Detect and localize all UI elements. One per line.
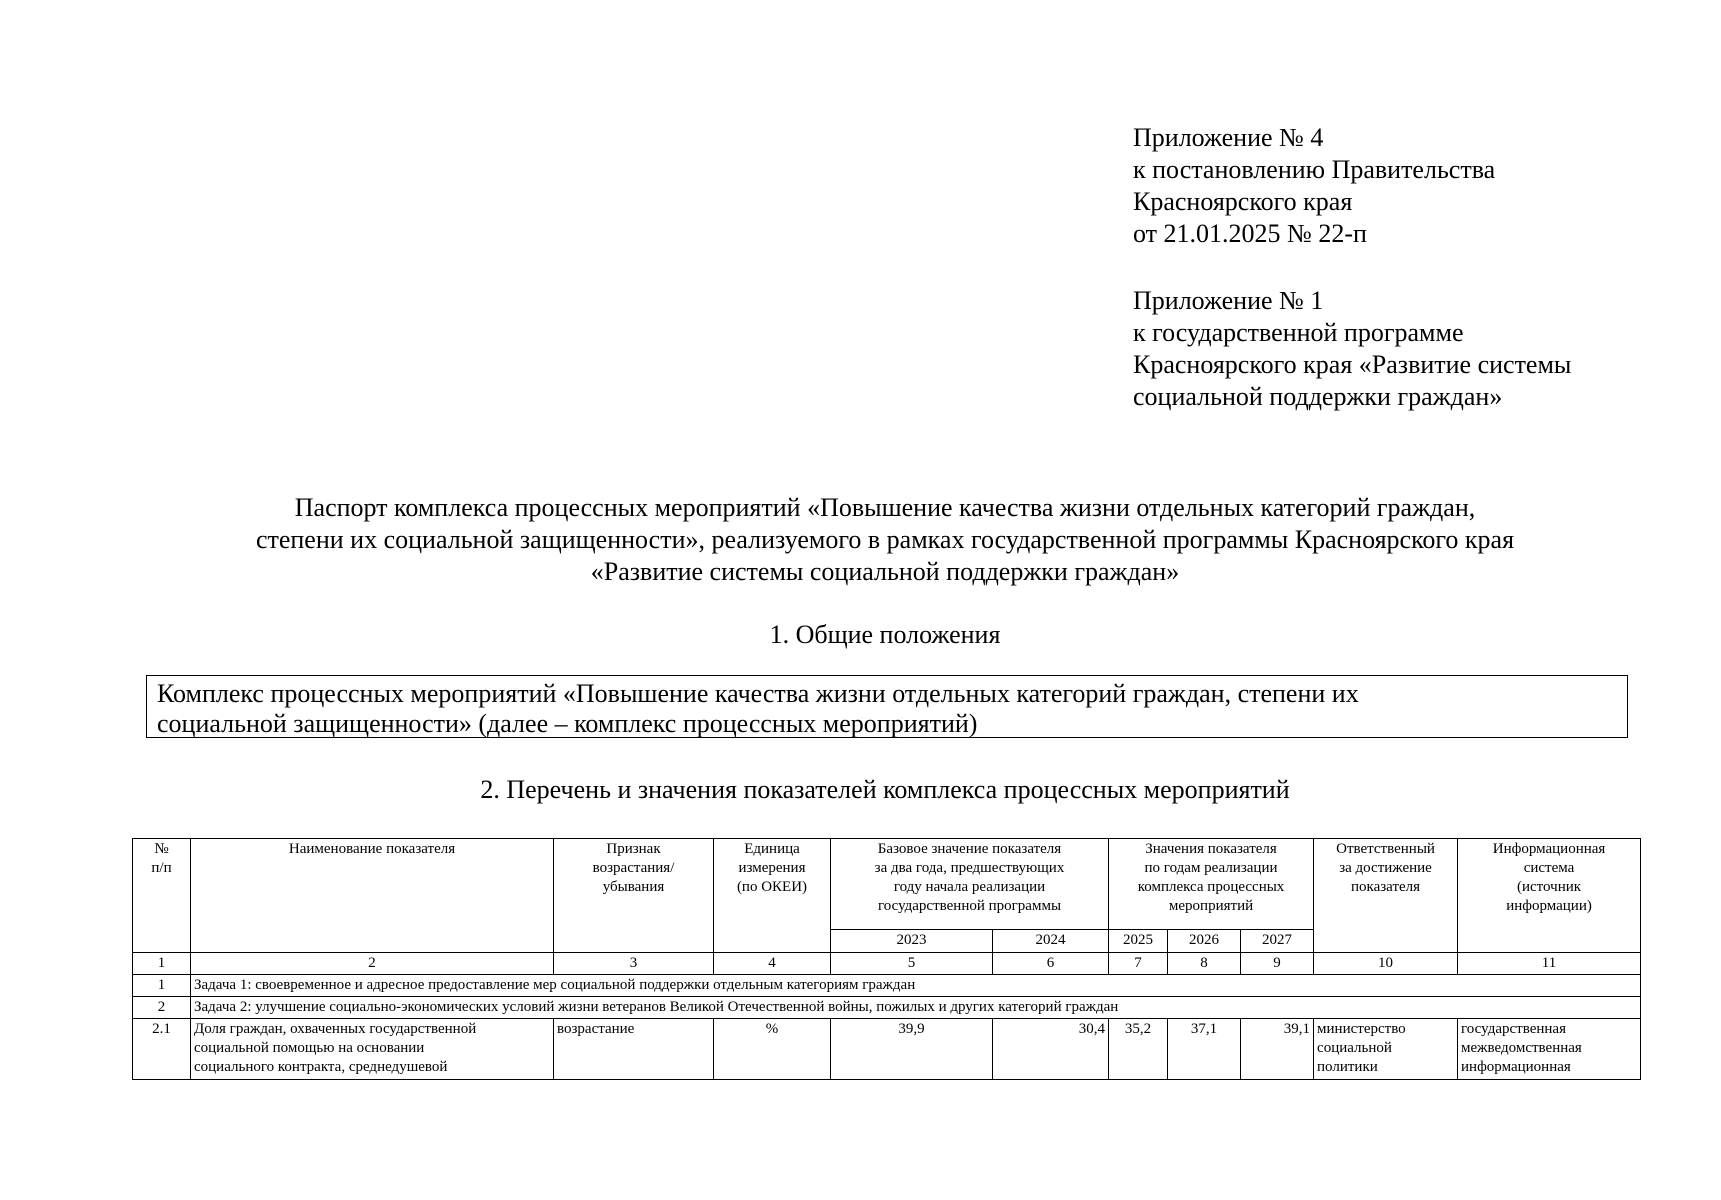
info-system: государственная межведомственная информационная xyxy=(1458,1019,1641,1080)
column-number: 11 xyxy=(1458,953,1641,975)
task-number: 2 xyxy=(133,997,191,1019)
indicator-name: Доля граждан, охваченных государственной социальной помощью на основании социального контракта, среднедушевой xyxy=(191,1019,554,1080)
column-number: 7 xyxy=(1109,953,1168,975)
appendix-line: Приложение № 4 xyxy=(1133,123,1324,152)
responsible-body: министерство социальной политики xyxy=(1314,1019,1458,1080)
year-2025: 2025 xyxy=(1109,930,1168,953)
appendix-line: Красноярского края xyxy=(1133,187,1353,216)
task-text: Задача 2: улучшение социально-экономических условий жизни ветеранов Великой Отечественной войны, пожилых и других категорий граждан xyxy=(191,997,1641,1019)
task-row xyxy=(133,997,1641,1019)
column-number: 4 xyxy=(714,953,831,975)
column-number: 9 xyxy=(1241,953,1314,975)
year-2023: 2023 xyxy=(831,930,993,953)
appendix-line: к постановлению Правительства xyxy=(1133,155,1496,184)
value-2026: 37,1 xyxy=(1168,1019,1241,1080)
row-number: 2.1 xyxy=(133,1019,191,1080)
year-2027: 2027 xyxy=(1241,930,1314,953)
value-2025: 35,2 xyxy=(1109,1019,1168,1080)
column-number: 8 xyxy=(1168,953,1241,975)
header-base-value: Базовое значение показателя за два года, предшествующих году начала реализации государственной программы xyxy=(831,839,1109,930)
column-number: 5 xyxy=(831,953,993,975)
header-responsible: Ответственный за достижение показателя xyxy=(1314,839,1458,953)
section-2-heading: 2. Перечень и значения показателей комплекса процессных мероприятий xyxy=(480,775,1290,804)
base-value-2023: 39,9 xyxy=(831,1019,993,1080)
base-value-2024: 30,4 xyxy=(993,1019,1109,1080)
table-header-row xyxy=(133,839,1641,930)
header-num: № п/п xyxy=(133,839,191,953)
column-number: 2 xyxy=(191,953,554,975)
task-row xyxy=(133,975,1641,997)
column-numbers-row xyxy=(133,953,1641,975)
title-line: степени их социальной защищенности», реализуемого в рамках государственной программы Красноярского края xyxy=(255,525,1515,554)
complex-box-line: социальной защищенности» (далее – комплекс процессных мероприятий) xyxy=(157,709,978,738)
year-2024: 2024 xyxy=(993,930,1109,953)
column-number: 10 xyxy=(1314,953,1458,975)
appendix-line: к государственной программе xyxy=(1133,318,1464,347)
section-1-heading: 1. Общие положения xyxy=(769,620,1001,649)
indicator-unit: % xyxy=(714,1019,831,1080)
task-text: Задача 1: своевременное и адресное предоставление мер социальной поддержки отдельным категориям граждан xyxy=(191,975,1641,997)
passport-title xyxy=(140,492,1630,588)
appendix-line: Приложение № 1 xyxy=(1133,286,1324,315)
header-sign: Признак возрастания/ убывания xyxy=(554,839,714,953)
complex-box-line: Комплекс процессных мероприятий «Повышение качества жизни отдельных категорий граждан, степени их xyxy=(157,679,1359,708)
header-year-values: Значения показателя по годам реализации комплекса процессных мероприятий xyxy=(1109,839,1314,930)
appendix-line: от 21.01.2025 № 22-п xyxy=(1133,219,1367,248)
column-number: 3 xyxy=(554,953,714,975)
year-2026: 2026 xyxy=(1168,930,1241,953)
indicators-table xyxy=(132,838,1641,1080)
header-unit: Единица измерения (по ОКЕИ) xyxy=(714,839,831,953)
header-name: Наименование показателя xyxy=(191,839,554,953)
task-number: 1 xyxy=(133,975,191,997)
column-number: 1 xyxy=(133,953,191,975)
title-line: «Развитие системы социальной поддержки граждан» xyxy=(590,557,1180,586)
header-info-system: Информационная система (источник информации) xyxy=(1458,839,1641,953)
value-2027: 39,1 xyxy=(1241,1019,1314,1080)
appendix-1-block xyxy=(1133,285,1571,413)
appendix-line: Красноярского края «Развитие системы xyxy=(1133,350,1572,379)
appendix-line: социальной поддержки граждан» xyxy=(1133,382,1503,411)
appendix-4-block xyxy=(1133,122,1495,250)
table-row xyxy=(133,1019,1641,1080)
indicator-sign: возрастание xyxy=(554,1019,714,1080)
column-number: 6 xyxy=(993,953,1109,975)
title-line: Паспорт комплекса процессных мероприятий «Повышение качества жизни отдельных категорий граждан, xyxy=(294,493,1476,522)
complex-description-box xyxy=(146,675,1628,738)
